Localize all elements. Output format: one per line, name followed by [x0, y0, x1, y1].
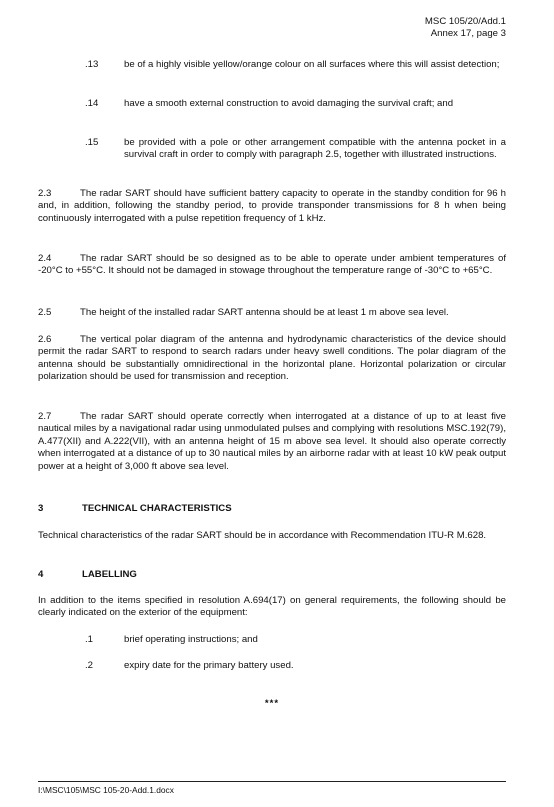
section-3-heading: [38, 503, 506, 515]
subitem-13: [38, 59, 506, 71]
paragraph-text: The vertical polar diagram of the antenna and hydrodynamic characteristics of the device should permit the radar SART to respond to search radars under heavy swell conditions. The polar diagram of the antenna should be substantially omnidirectional in the horizontal plane. Horizontal polarization or circular polarization should be used for transmission and reception.: [38, 334, 506, 383]
paragraph-2-7: [38, 411, 506, 473]
subitem-text: be of a highly visible yellow/orange colour on all surfaces where this will assist detection;: [124, 59, 500, 70]
paragraph-text: The radar SART should operate correctly when interrogated at a distance of up to at least five nautical miles by a navigational radar using unmodulated pulses and complying with resolutions MSC.192(79), A.477(XII) and A.222(VII), with an antenna height of 15 m above sea level. It should also operate correctly when interrogated at a distance of up to 30 nautical miles by an airborne radar with at least 10 kW peak output power at a height of 3,000 ft above sea level.: [38, 411, 506, 472]
annex-page-number: Annex 17, page 3: [430, 28, 506, 39]
footer-file-path: I:\MSC\105\MSC 105-20-Add.1.docx: [38, 785, 174, 795]
labelling-item-1: [38, 634, 506, 646]
subitem-15: [38, 137, 506, 162]
document-reference: MSC 105/20/Add.1: [424, 16, 506, 27]
section-number: 3: [38, 503, 44, 514]
subitem-number: .2: [85, 660, 94, 671]
paragraph-2-3: [38, 188, 506, 225]
page-header: [425, 16, 506, 40]
subitem-text: expiry date for the primary battery used.: [124, 660, 294, 671]
footer-divider: [38, 781, 506, 782]
paragraph-text: The radar SART should be so designed as to be able to operate under ambient temperatures of -20°C to +55°C. It should not be damaged in stowage throughout the temperature range of -30°C to +65°C.: [38, 253, 506, 277]
subitem-text: brief operating instructions; and: [124, 634, 258, 645]
paragraph-text: The radar SART should have sufficient battery capacity to operate in the standby condition for 96 h and, in addition, following the standby period, to provide transponder transmissions for 8 h when being continuously interrogated with a pulse repetition frequency of 1 kHz.: [38, 188, 506, 224]
subitem-text: be provided with a pole or other arrangement compatible with the antenna pocket in a survival craft in order to comply with paragraph 2.5, together with illustrated instructions.: [124, 137, 506, 161]
paragraph-number: 2.7: [38, 411, 52, 422]
paragraph-number: 2.4: [38, 253, 52, 264]
section-number: 4: [38, 569, 44, 580]
subitem-number: .13: [85, 59, 99, 70]
section-3-text: [38, 530, 506, 542]
subitem-text: have a smooth external construction to avoid damaging the survival craft; and: [124, 98, 454, 109]
paragraph-number: 2.5: [38, 307, 52, 318]
paragraph-number: 2.6: [38, 334, 52, 345]
section-4-text: [38, 595, 506, 620]
subitem-number: .1: [85, 634, 94, 645]
end-of-text-mark: ***: [264, 698, 280, 709]
subitem-number: .14: [85, 98, 99, 109]
paragraph-text: Technical characteristics of the radar SART should be in accordance with Recommendation ITU-R M.628.: [38, 530, 487, 541]
paragraph-text: In addition to the items specified in resolution A.694(17) on general requirements, the following should be clearly indicated on the exterior of the equipment:: [38, 595, 506, 619]
section-4-heading: [38, 569, 506, 581]
paragraph-text: The height of the installed radar SART antenna should be at least 1 m above sea level.: [80, 307, 449, 318]
paragraph-number: 2.3: [38, 188, 52, 199]
paragraph-2-4: [38, 253, 506, 278]
paragraph-2-6: [38, 334, 506, 384]
section-title: LABELLING: [82, 569, 137, 580]
section-title: TECHNICAL CHARACTERISTICS: [82, 503, 232, 514]
subitem-14: [38, 98, 506, 110]
subitem-number: .15: [85, 137, 99, 148]
labelling-item-2: [38, 660, 506, 672]
paragraph-2-5: [38, 307, 506, 319]
